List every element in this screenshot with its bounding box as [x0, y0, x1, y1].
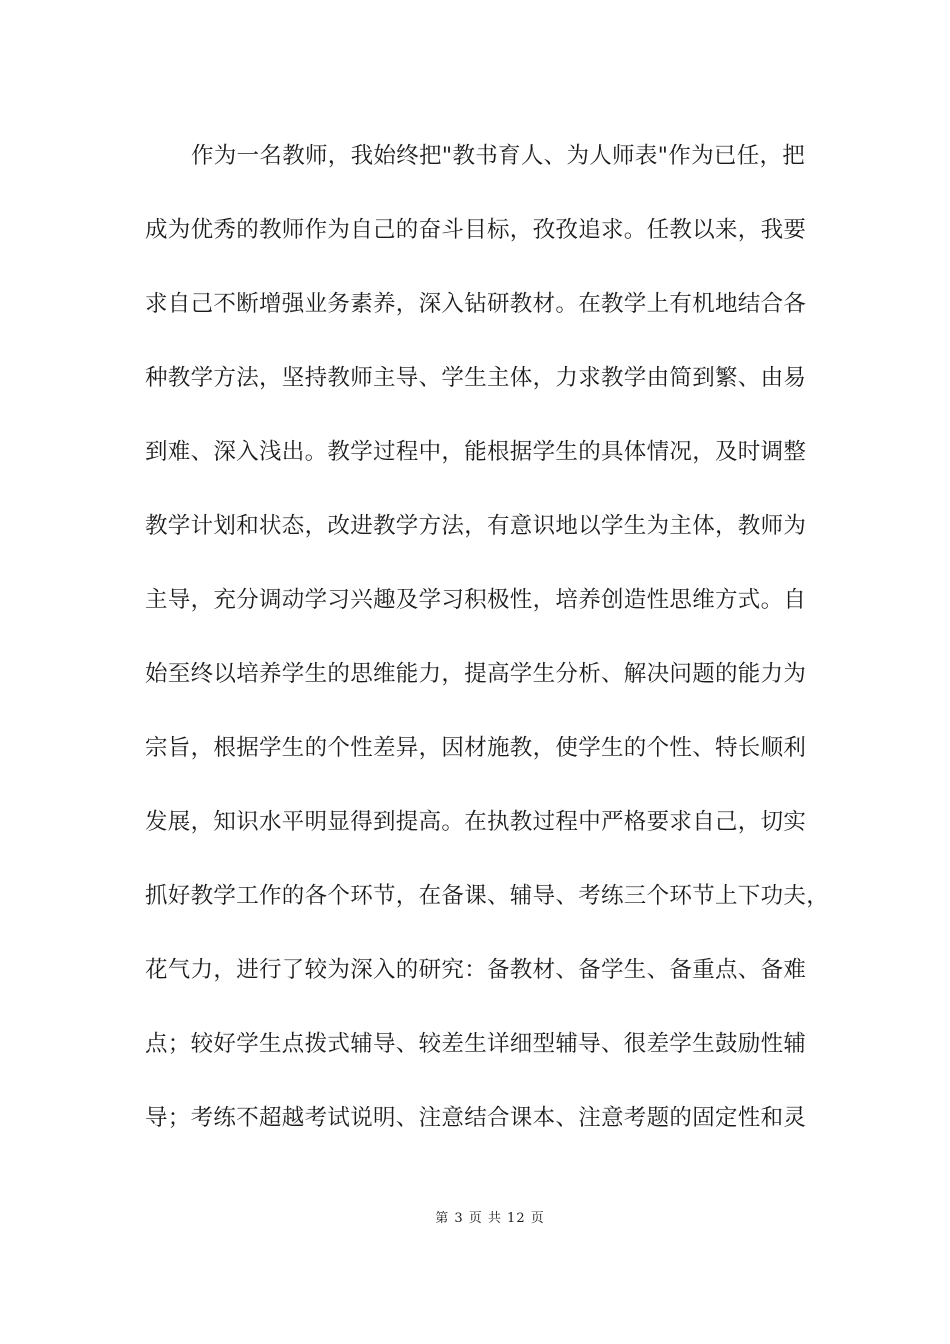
paragraph-line-7: 主导，充分调动学习兴趣及学习积极性，培养创造性思维方式。自 [145, 587, 807, 613]
paragraph-line-5: 到难、深入浅出。教学过程中，能根据学生的具体情况，及时调整 [145, 439, 807, 465]
paragraph-line-13: 点；较好学生点拨式辅导、较差生详细型辅导、很差学生鼓励性辅 [145, 1031, 807, 1057]
paragraph-line-11: 抓好教学工作的各个环节，在备课、辅导、考练三个环节上下功夫， [145, 883, 830, 909]
paragraph-line-4: 种教学方法，坚持教师主导、学生主体，力求教学由简到繁、由易 [145, 365, 807, 391]
paragraph-line-9: 宗旨，根据学生的个性差异，因材施教，使学生的个性、特长顺利 [145, 735, 807, 761]
page-number-footer: 第 3 页 共 12 页 [435, 1211, 545, 1226]
paragraph-line-14: 导；考练不超越考试说明、注意结合课本、注意考题的固定性和灵 [145, 1105, 807, 1131]
paragraph-line-10: 发展，知识水平明显得到提高。在执教过程中严格要求自己，切实 [145, 809, 807, 835]
paragraph-line-12: 花气力，进行了较为深入的研究：备教材、备学生、备重点、备难 [145, 957, 807, 983]
paragraph-line-1: 作为一名教师，我始终把"教书育人、为人师表"作为已任，把 [191, 143, 806, 169]
body-paragraph [145, 136, 830, 1172]
paragraph-line-2: 成为优秀的教师作为自己的奋斗目标，孜孜追求。任教以来，我要 [145, 217, 807, 243]
paragraph-line-3: 求自己不断增强业务素养，深入钻研教材。在教学上有机地结合各 [145, 291, 807, 317]
paragraph-line-6: 教学计划和状态，改进教学方法，有意识地以学生为主体，教师为 [145, 513, 807, 539]
paragraph-line-8: 始至终以培养学生的思维能力，提高学生分析、解决问题的能力为 [145, 661, 807, 687]
